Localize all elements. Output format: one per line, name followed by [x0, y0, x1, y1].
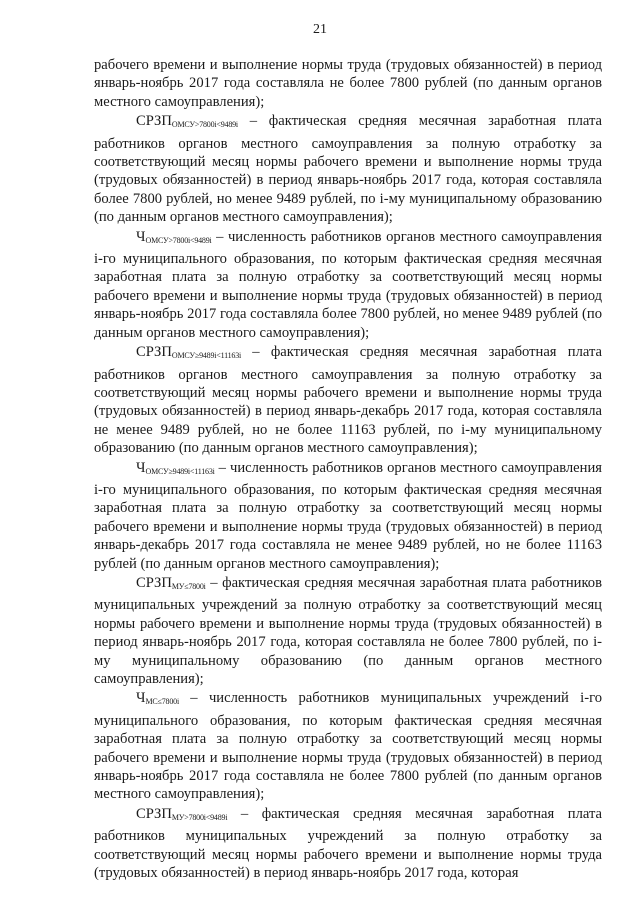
paragraph-text: – фактическая средняя месячная заработная плата работников органов местного самоуправления за полную отработку за соответствующий месяц нормы рабочего времени и выполнение нормы труда (трудовых обязанностей) в период январь-ноябрь 2017 года, которая составляла более 7800 рублей, но менее 9489 рублей, по i-му муниципальному образованию (по данным органов местного самоуправления);: [94, 113, 602, 226]
formula-symbol: СРЗП: [136, 805, 172, 822]
formula-symbol: Ч: [136, 228, 146, 245]
paragraph-text: – фактическая средняя месячная заработная плата работников муниципальных учреждений за полную отработку за соответствующий месяц нормы рабочего времени и выполнение нормы труда (трудовых обязанностей) в период январь-ноябрь 2017 года, которая составляла не более 7800 рублей, по i-му муниципальному образованию (по данным органов местного самоуправления);: [94, 574, 602, 687]
formula-subscript: МУ≤7800i: [171, 581, 206, 591]
formula-subscript: ОМСУ≥9489i<11163i: [145, 466, 215, 476]
paragraph-continuation: [94, 56, 602, 111]
definition-srzp-omsu-9489-11163: [94, 343, 602, 457]
definition-srzp-omsu-7800-9489: [94, 112, 602, 226]
definition-srzp-mu-7800-9489: [94, 805, 602, 883]
formula-subscript: МС≤7800i: [145, 697, 179, 707]
formula-symbol: Ч: [136, 459, 146, 476]
paragraph-text: – фактическая средняя месячная заработная плата работников органов местного самоуправления за полную отработку за соответствующий месяц нормы рабочего времени и выполнение нормы труда (трудовых обязанностей) в период январь-декабрь 2017 года, которая составляла не менее 9489 рублей, но не более 11163 рублей, по i-му муниципальному образованию (по данным органов местного самоуправления);: [94, 344, 602, 457]
formula-subscript: ОМСУ≥9489i<11163i: [171, 351, 242, 361]
paragraph-text: – численность работников органов местного самоуправления i-го муниципального образования, по которым фактическая средняя месячная заработная плата за полную отработку за соответствующий месяц нормы рабочего времени и выполнение нормы труда (трудовых обязанностей) в период январь-ноябрь 2017 года составляла более 7800 рублей, но менее 9489 рублей (по данным органов местного самоуправления);: [94, 228, 602, 341]
paragraph-text: – фактическая средняя месячная заработная плата работников муниципальных учреждений за полную отработку за соответствующий месяц нормы рабочего времени и выполнение нормы труда (трудовых обязанностей) в период январь-ноябрь 2017 года, которая: [94, 805, 602, 882]
page-number: 21: [313, 22, 327, 37]
document-body: [94, 56, 602, 883]
definition-ch-omsu-7800-9489: [94, 228, 602, 342]
formula-subscript: ОМСУ>7800i<9489i: [145, 235, 212, 245]
definition-ch-omsu-9489-11163: [94, 459, 602, 573]
formula-symbol: СРЗП: [136, 574, 172, 591]
definition-ch-mc-7800: [94, 689, 602, 803]
paragraph-text: рабочего времени и выполнение нормы труда (трудовых обязанностей) в период январь-ноябрь 2017 года составляла не более 7800 рублей (по данным органов местного самоуправления);: [94, 57, 602, 110]
formula-symbol: СРЗП: [136, 113, 172, 130]
formula-symbol: СРЗП: [136, 344, 172, 361]
formula-subscript: МУ>7800i<9489i: [171, 812, 228, 822]
formula-subscript: ОМСУ>7800i<9489i: [171, 120, 238, 130]
formula-symbol: Ч: [136, 690, 146, 707]
definition-srzp-mu-7800: [94, 574, 602, 688]
paragraph-text: – численность работников органов местного самоуправления i-го муниципального образования, по которым фактическая средняя месячная заработная плата за полную отработку за соответствующий месяц нормы рабочего времени и выполнение нормы труда (трудовых обязанностей) в период январь-декабрь 2017 года составляла не менее 9489 рублей, но не более 11163 рублей (по данным органов местного самоуправления);: [94, 459, 602, 572]
paragraph-text: – численность работников муниципальных учреждений i-го муниципального образования, по которым фактическая средняя месячная заработная плата за полную отработку за соответствующий месяц нормы рабочего времени и выполнение нормы труда (трудовых обязанностей) в период январь-ноябрь 2017 года составляла не более 7800 рублей (по данным органов местного самоуправления);: [94, 690, 602, 803]
